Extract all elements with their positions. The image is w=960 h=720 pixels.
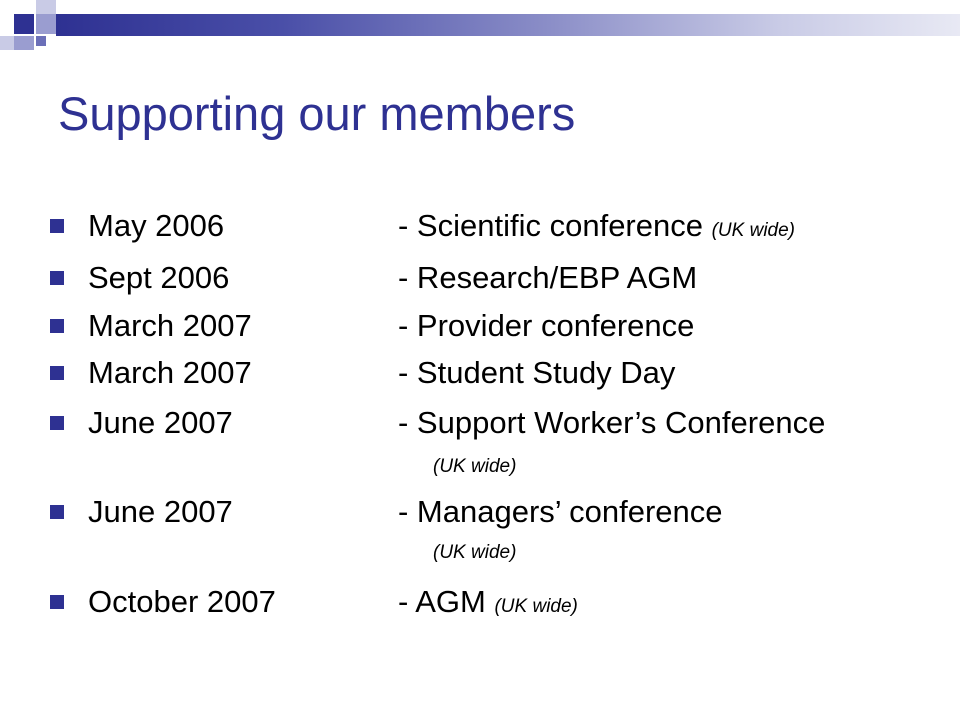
event-description [398, 210, 795, 241]
event-date: March 2007 [88, 355, 252, 390]
event-scope-note: (UK wide) [433, 542, 517, 563]
event-title: - Scientific conference [398, 208, 703, 243]
event-title: - Provider conference [398, 308, 695, 343]
bullet-square-icon [50, 319, 64, 333]
bullet-square-icon [50, 505, 64, 519]
bullet-square-icon [50, 366, 64, 380]
event-scope-note: (UK wide) [494, 596, 578, 617]
event-description [398, 407, 825, 438]
page-title: Supporting our members [58, 87, 576, 140]
event-description [398, 496, 723, 527]
event-date: Sept 2006 [88, 260, 230, 295]
event-scope-note: (UK wide) [433, 456, 517, 477]
bullet-square-icon [50, 271, 64, 285]
event-title: - AGM [398, 584, 486, 619]
event-date: June 2007 [88, 405, 233, 440]
event-date: May 2006 [88, 208, 225, 243]
event-date: June 2007 [88, 494, 233, 529]
event-description [398, 262, 697, 293]
event-scope-note: (UK wide) [711, 220, 796, 241]
event-title: - Managers’ conference [398, 494, 723, 529]
bullet-square-icon [50, 595, 64, 609]
event-description [398, 586, 578, 617]
event-title: - Research/EBP AGM [398, 260, 698, 295]
event-date: October 2007 [88, 584, 276, 619]
event-date: March 2007 [88, 308, 252, 343]
event-description [398, 357, 675, 388]
event-description [398, 310, 694, 341]
event-title: - Student Study Day [398, 355, 676, 390]
event-title: - Support Worker’s Conference [398, 405, 826, 440]
bullet-square-icon [50, 416, 64, 430]
bullet-square-icon [50, 219, 64, 233]
